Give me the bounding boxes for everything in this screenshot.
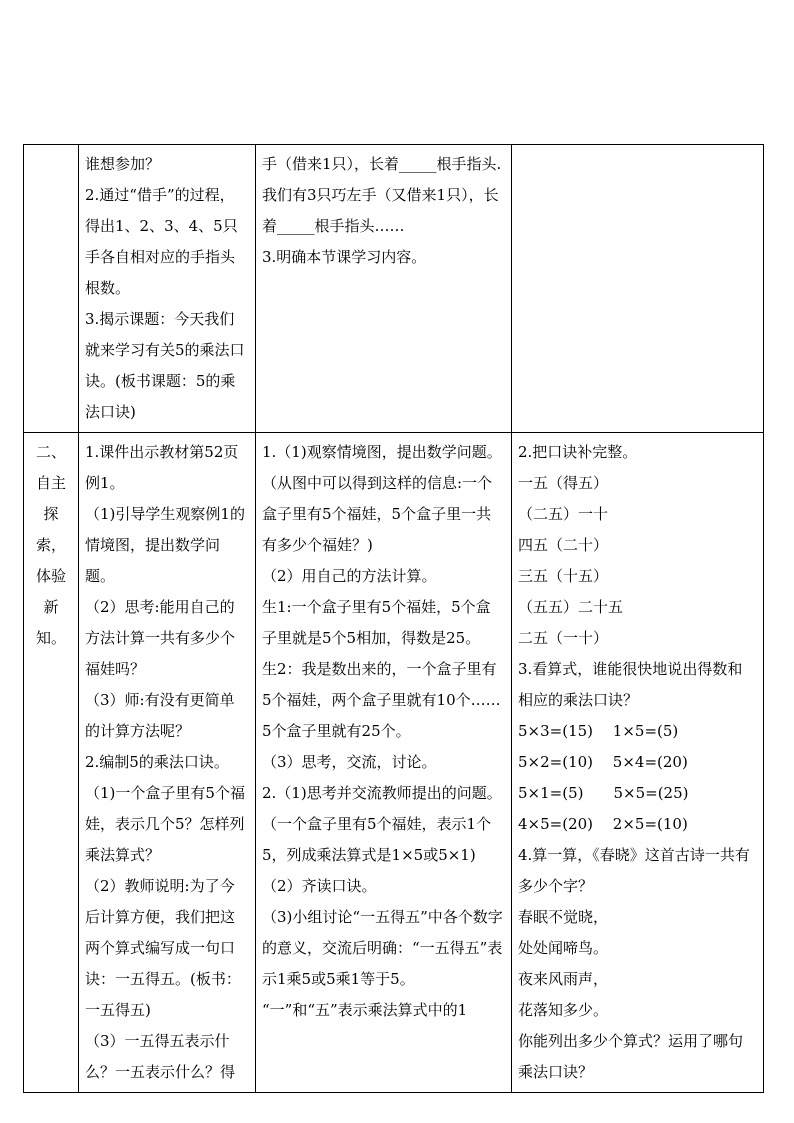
practice-line: 5×3=(15) 1×5=(5) — [518, 722, 679, 740]
practice-line: 5×1=(5) 5×5=(25) — [518, 784, 689, 802]
section-label: 探索， — [35, 505, 66, 554]
practice-line: 2.把口诀补完整。 — [518, 443, 638, 461]
practice-line: 处处闻啼鸟。 — [518, 939, 609, 957]
teacher-line: （3）一五得五表示什么？一五表示什么？得 — [85, 1032, 236, 1081]
student-activity-cell — [256, 433, 512, 1093]
teacher-line: 2.编制5的乘法口诀。 — [85, 753, 229, 771]
student-line: （一个盒子里有5个福娃，表示1个5，列成乘法算式是1×5或5×1) — [262, 815, 492, 864]
lesson-plan-table — [23, 144, 764, 1093]
practice-line: （二五）一十 — [518, 505, 609, 523]
practice-line: 四五（二十） — [518, 536, 609, 554]
practice-line: （五五）二十五 — [518, 598, 624, 616]
teacher-activity-cell — [79, 145, 256, 433]
practice-line: 春眠不觉晓， — [518, 908, 609, 926]
practice-line: 三五（十五） — [518, 567, 609, 585]
teacher-line: 1.课件出示教材第52页例1。 — [85, 443, 239, 492]
practice-line: 3.看算式，谁能很快地说出得数和相应的乘法口诀？ — [518, 660, 743, 709]
teacher-line: 2.通过“借手”的过程，得出1、2、3、4、5只手各自相对应的手指头根数。 — [85, 186, 238, 297]
practice-line: 夜来风雨声， — [518, 970, 609, 988]
table-row — [24, 433, 764, 1093]
section-cell — [24, 145, 79, 433]
teacher-line: （3）师:有没有更简单的计算方法呢？ — [85, 691, 235, 740]
teacher-line: 谁想参加？ — [85, 155, 161, 173]
practice-line: 花落知多少。 — [518, 1001, 609, 1019]
student-line: “一”和“五”表示乘法算式中的1 — [262, 1001, 468, 1019]
teacher-line: （1)一个盒子里有5个福娃，表示几个5？怎样列乘法算式？ — [85, 784, 245, 864]
student-activity-cell — [256, 145, 512, 433]
teacher-line: （1)引导学生观察例1的情境图，提出数学问题。 — [85, 505, 245, 585]
practice-cell — [512, 433, 764, 1093]
practice-line: 二五（一十） — [518, 629, 609, 647]
student-line: （3）思考，交流，讨论。 — [262, 753, 437, 771]
practice-line: 一五（得五） — [518, 474, 609, 492]
student-line: 2.（1)思考并交流教师提出的问题。 — [262, 784, 502, 802]
student-line: 3.明确本节课学习内容。 — [262, 248, 427, 266]
teacher-line: 3.揭示课题：今天我们就来学习有关5的乘法口诀。(板书课题：5的乘法口诀) — [85, 310, 245, 421]
student-line: （2）用自己的方法计算。 — [262, 567, 437, 585]
table-row — [24, 145, 764, 433]
section-label: 体验 — [35, 567, 66, 585]
teacher-activity-cell — [79, 433, 256, 1093]
student-line: （3)小组讨论“一五得五”中各个数字的意义，交流后明确：“一五得五”表示1乘5或5乘1等于5。 — [262, 908, 503, 988]
student-line: 生2：我是数出来的，一个盒子里有5个福娃，两个盒子里就有10个……5个盒子里就有25个。 — [262, 660, 501, 740]
teacher-line: （2）教师说明:为了今后计算方便，我们把这两个算式编写成一句口诀：一五得五。(板书：一五得五) — [85, 877, 241, 1019]
student-line: 手（借来1只），长着_____根手指头.我们有3只巧左手（又借来1只），长着_____根手指头…… — [262, 155, 502, 235]
practice-line: 4.算一算，《春晓》这首古诗一共有多少个字？ — [518, 846, 750, 895]
teacher-line: （2）思考:能用自己的方法计算一共有多少个福娃吗？ — [85, 598, 236, 678]
section-cell — [24, 433, 79, 1093]
practice-line: 你能列出多少个算式？运用了哪句乘法口诀？ — [518, 1032, 744, 1081]
student-line: （从图中可以得到这样的信息:一个盒子里有5个福娃，5个盒子里一共有多少个福娃？) — [262, 474, 493, 554]
section-label: 新知。 — [35, 598, 66, 647]
practice-cell — [512, 145, 764, 433]
student-line: 生1:一个盒子里有5个福娃，5个盒子里就是5个5相加，得数是25。 — [262, 598, 491, 647]
practice-line: 5×2=(10) 5×4=(20) — [518, 753, 688, 771]
student-line: 1.（1)观察情境图，提出数学问题。 — [262, 443, 502, 461]
student-line: （2）齐读口诀。 — [262, 877, 377, 895]
section-label: 自主 — [35, 474, 66, 492]
section-label: 二、 — [35, 443, 66, 461]
practice-line: 4×5=(20) 2×5=(10) — [518, 815, 688, 833]
